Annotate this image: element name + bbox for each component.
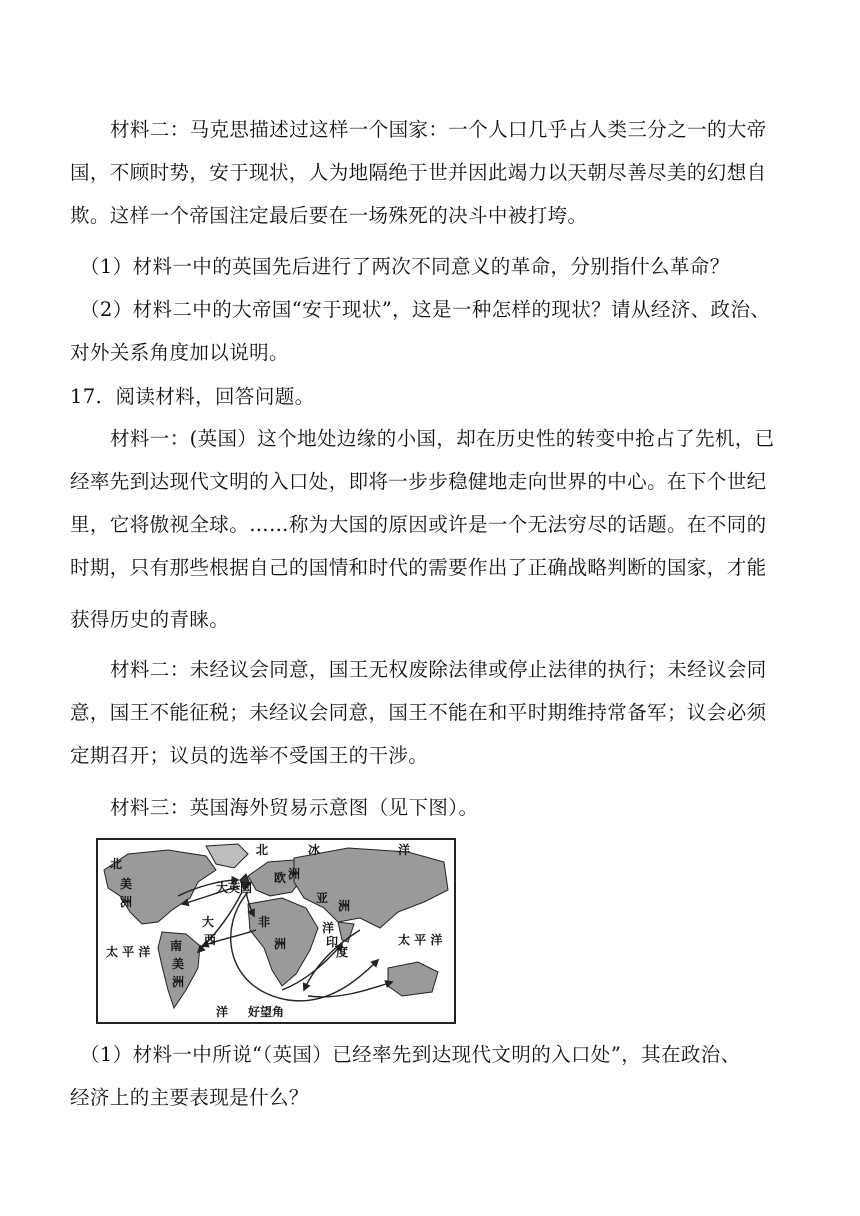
label-pacific-left: 太 平 洋 [106, 945, 151, 959]
text-line-17-material1-5: 获得历史的青睐。 [70, 608, 230, 631]
label-cape: 好望角 [248, 1005, 285, 1019]
label-asia-1: 亚 [316, 891, 329, 905]
label-atl-3: 洋 [216, 1005, 229, 1019]
label-indian-2: 度 [336, 945, 349, 959]
label-africa-2: 洲 [274, 937, 287, 951]
text-line-17-question-1-2: 经济上的主要表现是什么？ [70, 1086, 309, 1109]
text-line-17-material1-4: 时期，只有那些根据自己的国情和时代的需要作出了正确战略判断的国家，才能 [70, 556, 767, 579]
label-sa-3: 洲 [172, 975, 185, 989]
label-na-2: 美 [120, 877, 133, 891]
label-ice: 冰 [308, 843, 321, 857]
text-line-17-material3: 材料三：英国海外贸易示意图（见下图）。 [110, 796, 479, 819]
text-line-17-material2-1: 材料二：未经议会同意，国王无权废除法律或停止法律的执行；未经议会同 [110, 658, 767, 681]
text-line-17-material1-1: 材料一：(英国）这个地处边缘的小国，却在历史性的转变中抢占了先机，已 [110, 427, 775, 450]
australia-shape [388, 962, 438, 996]
text-line-material2-2: 国，不顾时势，安于现状，人为地隔绝于世并因此竭力以天朝尽善尽美的幻想自 [70, 161, 767, 184]
text-line-17-question-1-1: （1）材料一中所说“（英国）已经率先到达现代文明的入口处”，其在政治、 [80, 1043, 741, 1066]
text-line-material2-1: 材料二：马克思描述过这样一个国家：一个人口几乎占人类三分之一的大帝 [110, 118, 767, 141]
question-17-heading: 17．阅读材料，回答问题。 [70, 385, 315, 408]
text-line-17-material1-2: 经率先到达现代文明的入口处，即将一步步稳健地走向世界的中心。在下个世纪 [70, 470, 767, 493]
label-britain: 大英国 [216, 881, 253, 895]
question-2-2: 对外关系角度加以说明。 [70, 341, 289, 364]
asia-shape [294, 848, 448, 928]
label-north: 北 [256, 843, 269, 857]
label-sa-2: 美 [172, 957, 185, 971]
label-atl-1: 大 [202, 915, 215, 929]
text-line-17-material2-3: 定期召开；议员的选举不受国王的干涉。 [70, 744, 429, 767]
label-na-3: 洲 [120, 895, 133, 909]
label-pacific-right: 太 平 洋 [398, 933, 443, 947]
label-europe-2: 洲 [288, 867, 301, 881]
text-line-material2-3: 欺。这样一个帝国注定最后要在一场殊死的决斗中被打垮。 [70, 204, 588, 227]
label-asia-2: 洲 [338, 899, 351, 913]
label-europe-1: 欧 [274, 871, 287, 885]
question-2-1: （2）材料二中的大帝国“安于现状”，这是一种怎样的现状？请从经济、政治、 [80, 298, 771, 321]
label-indian-3: 洋 [322, 921, 335, 935]
world-map-graphic [98, 840, 454, 1022]
text-line-17-material1-3: 里，它将傲视全球。……称为大国的原因或许是一个无法穷尽的话题。在不同的 [70, 513, 767, 536]
trade-map-figure [96, 838, 456, 1024]
question-1: （1）材料一中的英国先后进行了两次不同意义的革命，分别指什么革命？ [80, 255, 730, 278]
label-sa-1: 南 [170, 939, 183, 953]
label-africa-1: 非 [258, 915, 271, 929]
label-na-1: 北 [110, 857, 123, 871]
label-indian-1: 印 [326, 935, 339, 949]
label-atl-2: 西 [204, 933, 217, 947]
label-ocean-top: 洋 [398, 843, 411, 857]
text-line-17-material2-2: 意，国王不能征税；未经议会同意，国王不能在和平时期维持常备军；议会必须 [70, 701, 767, 724]
